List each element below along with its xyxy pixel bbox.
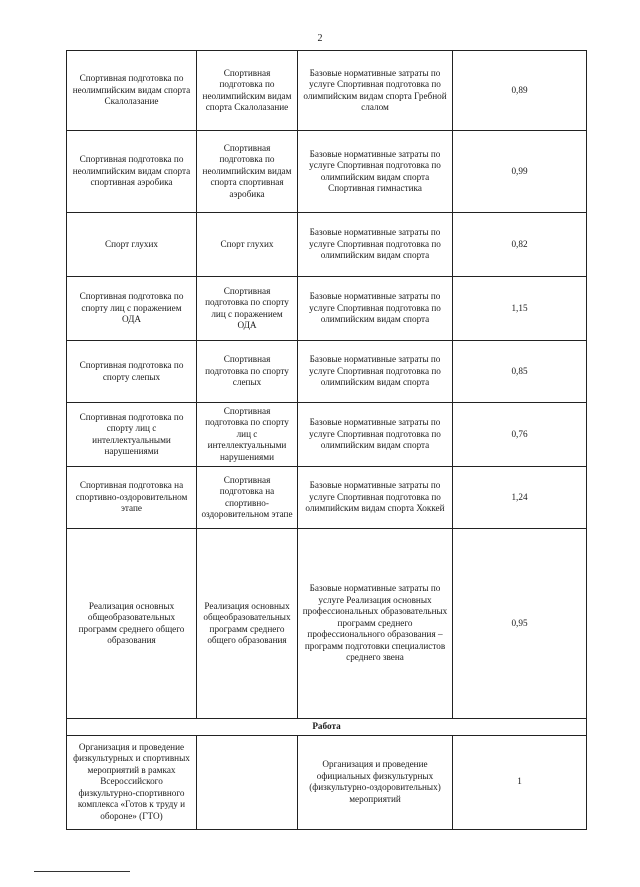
table-row bbox=[67, 341, 587, 403]
work-name-cell: Реализация основных общеобразовательных программ среднего общего образования bbox=[197, 529, 298, 719]
work-name-cell: Спортивная подготовка по неолимпийским видам спорта спортивная аэробика bbox=[197, 131, 298, 213]
table-row bbox=[67, 277, 587, 341]
coefficient-cell: 1 bbox=[453, 735, 587, 829]
service-name-cell: Спорт глухих bbox=[67, 213, 197, 277]
table-row bbox=[67, 51, 587, 131]
coefficient-cell: 0,76 bbox=[453, 403, 587, 467]
norms-table bbox=[66, 50, 587, 830]
work-name-cell: Спортивная подготовка по спорту лиц с интеллектуальными нарушениями bbox=[197, 403, 298, 467]
service-name-cell: Организация и проведение физкультурных и спортивных мероприятий в рамках Всероссийского физкультурно-спортивного комплекса «Готов к труду и обороне» (ГТО) bbox=[67, 735, 197, 829]
coefficient-cell: 1,15 bbox=[453, 277, 587, 341]
base-cost-cell: Базовые нормативные затраты по услуге Спортивная подготовка по олимпийским видам спорта bbox=[298, 213, 453, 277]
service-name-cell: Спортивная подготовка на спортивно-оздоровительном этапе bbox=[67, 467, 197, 529]
table-row bbox=[67, 735, 587, 829]
service-name-cell: Спортивная подготовка по спорту слепых bbox=[67, 341, 197, 403]
service-name-cell: Спортивная подготовка по спорту лиц с интеллектуальными нарушениями bbox=[67, 403, 197, 467]
footnote-rule bbox=[34, 871, 130, 872]
work-name-cell: Спортивная подготовка по неолимпийским видам спорта Скалолазание bbox=[197, 51, 298, 131]
work-name-cell: Спорт глухих bbox=[197, 213, 298, 277]
coefficient-cell: 1,24 bbox=[453, 467, 587, 529]
base-cost-cell: Базовые нормативные затраты по услуге Спортивная подготовка по олимпийским видам спорта Хоккей bbox=[298, 467, 453, 529]
coefficient-cell: 0,95 bbox=[453, 529, 587, 719]
table-row bbox=[67, 529, 587, 719]
base-cost-cell: Базовые нормативные затраты по услуге Спортивная подготовка по олимпийским видам спорта bbox=[298, 341, 453, 403]
table-row bbox=[67, 131, 587, 213]
page-number: 2 bbox=[317, 33, 323, 44]
table-row bbox=[67, 467, 587, 529]
base-cost-cell: Базовые нормативные затраты по услуге Спортивная подготовка по олимпийским видам спорта Спортивная гимнастика bbox=[298, 131, 453, 213]
table-row bbox=[67, 403, 587, 467]
base-cost-cell: Базовые нормативные затраты по услуге Спортивная подготовка по олимпийским видам спорта bbox=[298, 277, 453, 341]
work-name-cell: Спортивная подготовка по спорту лиц с поражением ОДА bbox=[197, 277, 298, 341]
section-row bbox=[67, 719, 587, 736]
work-name-cell: Спортивная подготовка по спорту слепых bbox=[197, 341, 298, 403]
base-cost-cell: Организация и проведение официальных физкультурных (физкультурно-оздоровительных) мероприятий bbox=[298, 735, 453, 829]
coefficient-cell: 0,82 bbox=[453, 213, 587, 277]
section-title: Работа bbox=[67, 719, 587, 736]
table-row bbox=[67, 213, 587, 277]
base-cost-cell: Базовые нормативные затраты по услуге Реализация основных профессиональных образовательных программ среднего профессионального образования – программ подготовки специалистов среднего звена bbox=[298, 529, 453, 719]
coefficient-cell: 0,99 bbox=[453, 131, 587, 213]
service-name-cell: Спортивная подготовка по неолимпийским видам спорта Скалолазание bbox=[67, 51, 197, 131]
service-name-cell: Спортивная подготовка по спорту лиц с поражением ОДА bbox=[67, 277, 197, 341]
base-cost-cell: Базовые нормативные затраты по услуге Спортивная подготовка по олимпийским видам спорта Гребной слалом bbox=[298, 51, 453, 131]
service-name-cell: Реализация основных общеобразовательных программ среднего общего образования bbox=[67, 529, 197, 719]
work-name-cell: Спортивная подготовка на спортивно-оздоровительном этапе bbox=[197, 467, 298, 529]
coefficient-cell: 0,85 bbox=[453, 341, 587, 403]
base-cost-cell: Базовые нормативные затраты по услуге Спортивная подготовка по олимпийским видам спорта bbox=[298, 403, 453, 467]
service-name-cell: Спортивная подготовка по неолимпийским видам спорта спортивная аэробика bbox=[67, 131, 197, 213]
coefficient-cell: 0,89 bbox=[453, 51, 587, 131]
work-name-cell bbox=[197, 735, 298, 829]
